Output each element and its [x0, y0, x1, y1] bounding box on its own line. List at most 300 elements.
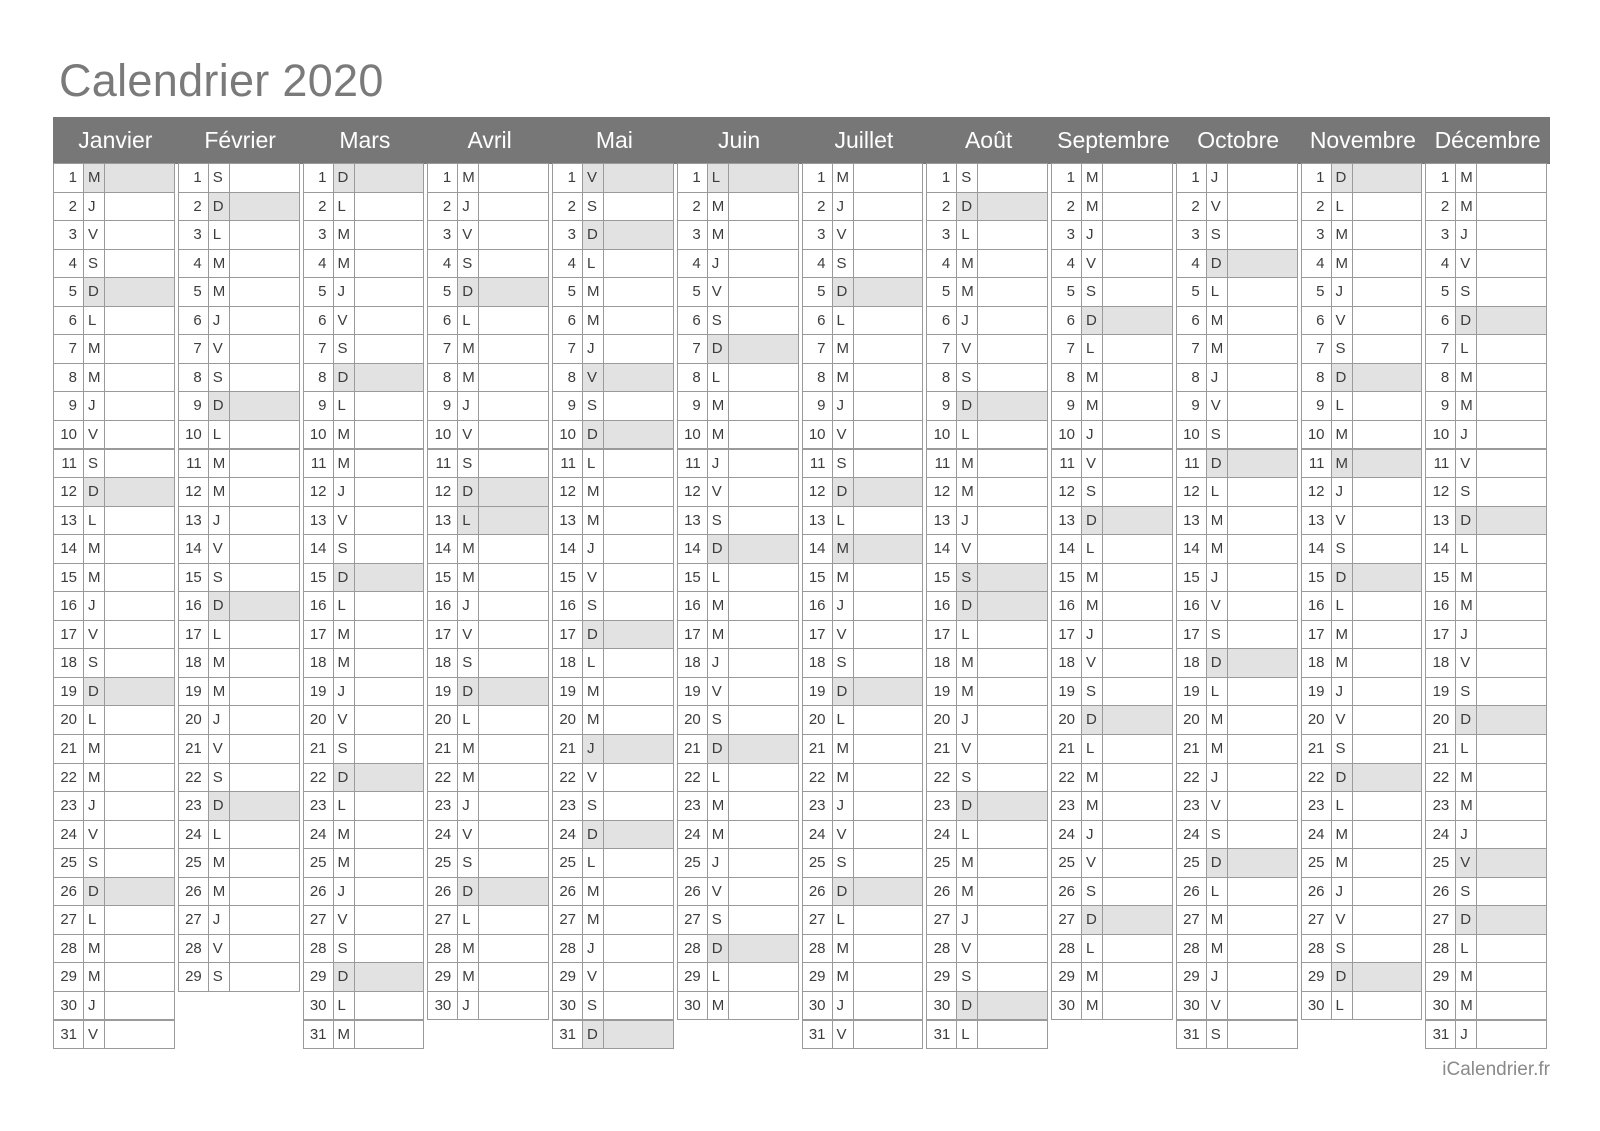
weekday-letter: V — [208, 734, 230, 764]
weekday-letter: M — [956, 677, 978, 707]
day-number: 12 — [1301, 477, 1332, 507]
day-number: 8 — [802, 363, 833, 393]
day-number: 31 — [303, 1020, 334, 1050]
day-number: 19 — [677, 677, 708, 707]
day-note-cell — [1227, 334, 1298, 364]
day-note-cell — [104, 563, 175, 593]
day-note-cell — [354, 477, 425, 507]
day-number: 19 — [1301, 677, 1332, 707]
day-note-cell — [853, 620, 924, 650]
weekday-letter: M — [1081, 962, 1103, 992]
day-note-cell — [977, 677, 1048, 707]
day-note-cell — [229, 449, 300, 479]
weekday-letter: S — [83, 848, 105, 878]
day-number: 21 — [1051, 734, 1082, 764]
day-note-cell — [853, 220, 924, 250]
day-number: 11 — [802, 449, 833, 479]
day-number: 21 — [802, 734, 833, 764]
day-number: 12 — [1051, 477, 1082, 507]
day-note-cell — [603, 820, 674, 850]
weekday-letter: S — [1455, 477, 1477, 507]
day-note-cell — [728, 477, 799, 507]
weekday-letter: M — [1331, 249, 1353, 279]
day-note-cell — [977, 249, 1048, 279]
day-number: 26 — [1176, 877, 1207, 907]
weekday-letter: J — [1206, 363, 1228, 393]
day-number: 14 — [427, 534, 458, 564]
weekday-letter: V — [333, 506, 355, 536]
day-number: 22 — [552, 763, 583, 793]
day-note-cell — [354, 848, 425, 878]
day-note-cell — [478, 506, 549, 536]
day-number: 18 — [552, 648, 583, 678]
day-note-cell — [728, 820, 799, 850]
day-note-cell — [478, 477, 549, 507]
day-note-cell — [603, 534, 674, 564]
day-note-cell — [977, 763, 1048, 793]
day-note-cell — [977, 192, 1048, 222]
day-note-cell — [229, 934, 300, 964]
weekday-letter: J — [832, 991, 854, 1021]
day-note-cell — [1102, 677, 1173, 707]
day-note-cell — [853, 991, 924, 1021]
day-number: 4 — [1176, 249, 1207, 279]
day-number: 13 — [926, 506, 957, 536]
month-name: Octobre — [1197, 127, 1280, 153]
weekday-letter: S — [1455, 877, 1477, 907]
day-number: 9 — [1425, 391, 1456, 421]
day-note-cell — [603, 363, 674, 393]
day-note-cell — [1352, 220, 1423, 250]
day-note-cell — [1102, 705, 1173, 735]
day-number: 19 — [552, 677, 583, 707]
day-note-cell — [1102, 306, 1173, 336]
weekday-letter: S — [832, 648, 854, 678]
day-note-cell — [478, 677, 549, 707]
weekday-letter: S — [208, 962, 230, 992]
day-note-cell — [728, 905, 799, 935]
weekday-letter: D — [1331, 363, 1353, 393]
weekday-letter: S — [208, 163, 230, 193]
weekday-letter: M — [457, 563, 479, 593]
day-number: 19 — [303, 677, 334, 707]
day-number: 2 — [552, 192, 583, 222]
weekday-letter: V — [1331, 705, 1353, 735]
weekday-letter: M — [707, 420, 729, 450]
day-note-cell — [603, 763, 674, 793]
day-number: 15 — [53, 563, 84, 593]
day-note-cell — [1476, 363, 1547, 393]
day-note-cell — [1102, 820, 1173, 850]
day-number: 17 — [677, 620, 708, 650]
day-number: 4 — [1425, 249, 1456, 279]
weekday-letter: D — [333, 563, 355, 593]
weekday-letter: V — [582, 763, 604, 793]
weekday-letter: V — [1206, 591, 1228, 621]
day-number: 2 — [303, 192, 334, 222]
day-note-cell — [1476, 220, 1547, 250]
day-number: 7 — [1176, 334, 1207, 364]
weekday-letter: V — [1455, 848, 1477, 878]
weekday-letter: V — [208, 334, 230, 364]
day-note-cell — [977, 220, 1048, 250]
weekday-letter: M — [582, 677, 604, 707]
weekday-letter: M — [1081, 991, 1103, 1021]
day-number: 27 — [926, 905, 957, 935]
day-note-cell — [478, 420, 549, 450]
weekday-letter: M — [1331, 848, 1353, 878]
day-number: 6 — [1176, 306, 1207, 336]
day-number: 16 — [802, 591, 833, 621]
day-note-cell — [104, 420, 175, 450]
weekday-letter: L — [707, 962, 729, 992]
day-note-cell — [104, 791, 175, 821]
day-note-cell — [354, 677, 425, 707]
weekday-letter: D — [707, 734, 729, 764]
day-number: 30 — [1176, 991, 1207, 1021]
weekday-letter: V — [1455, 249, 1477, 279]
day-number: 10 — [427, 420, 458, 450]
day-number: 25 — [1051, 848, 1082, 878]
day-note-cell — [728, 420, 799, 450]
day-note-cell — [1102, 220, 1173, 250]
weekday-letter: L — [333, 991, 355, 1021]
day-note-cell — [354, 506, 425, 536]
day-note-cell — [104, 648, 175, 678]
weekday-letter: J — [1331, 277, 1353, 307]
day-note-cell — [478, 848, 549, 878]
weekday-letter: V — [832, 420, 854, 450]
day-number: 5 — [677, 277, 708, 307]
day-note-cell — [853, 734, 924, 764]
weekday-letter: V — [1331, 506, 1353, 536]
weekday-letter: J — [956, 905, 978, 935]
day-note-cell — [1352, 877, 1423, 907]
day-number: 15 — [926, 563, 957, 593]
day-number: 25 — [427, 848, 458, 878]
weekday-letter: J — [333, 477, 355, 507]
weekday-letter: M — [1206, 306, 1228, 336]
day-note-cell — [354, 420, 425, 450]
weekday-letter: M — [582, 905, 604, 935]
weekday-letter: J — [333, 677, 355, 707]
weekday-letter: M — [208, 648, 230, 678]
day-note-cell — [603, 334, 674, 364]
day-note-cell — [354, 591, 425, 621]
weekday-letter: S — [582, 791, 604, 821]
weekday-letter: M — [832, 163, 854, 193]
day-number: 16 — [677, 591, 708, 621]
weekday-letter: V — [333, 905, 355, 935]
weekday-letter: L — [1455, 534, 1477, 564]
day-note-cell — [1227, 820, 1298, 850]
day-note-cell — [1476, 449, 1547, 479]
day-note-cell — [1227, 648, 1298, 678]
day-number: 13 — [303, 506, 334, 536]
weekday-letter: S — [1206, 620, 1228, 650]
weekday-letter: M — [333, 249, 355, 279]
day-number: 17 — [178, 620, 209, 650]
day-number: 25 — [303, 848, 334, 878]
weekday-letter: D — [1081, 705, 1103, 735]
day-number: 6 — [427, 306, 458, 336]
day-number: 29 — [1301, 962, 1332, 992]
day-number: 19 — [802, 677, 833, 707]
day-number: 29 — [802, 962, 833, 992]
weekday-letter: D — [582, 220, 604, 250]
weekday-letter: S — [1455, 677, 1477, 707]
day-note-cell — [104, 763, 175, 793]
day-note-cell — [977, 277, 1048, 307]
weekday-letter: V — [1206, 991, 1228, 1021]
weekday-letter: J — [333, 277, 355, 307]
day-note-cell — [977, 391, 1048, 421]
weekday-letter: V — [1206, 192, 1228, 222]
day-number: 29 — [552, 962, 583, 992]
weekday-letter: L — [333, 591, 355, 621]
day-note-cell — [354, 763, 425, 793]
weekday-letter: D — [457, 277, 479, 307]
day-number: 26 — [926, 877, 957, 907]
weekday-letter: M — [83, 163, 105, 193]
weekday-letter: S — [208, 763, 230, 793]
day-note-cell — [1352, 763, 1423, 793]
weekday-letter: M — [1331, 820, 1353, 850]
day-note-cell — [1102, 249, 1173, 279]
weekday-letter: J — [83, 591, 105, 621]
weekday-letter: L — [208, 220, 230, 250]
day-number: 11 — [1301, 449, 1332, 479]
day-number: 1 — [1051, 163, 1082, 193]
weekday-letter: M — [956, 477, 978, 507]
day-number: 15 — [677, 563, 708, 593]
day-number: 10 — [802, 420, 833, 450]
day-number: 6 — [802, 306, 833, 336]
day-note-cell — [1102, 506, 1173, 536]
day-number: 18 — [303, 648, 334, 678]
day-number: 3 — [427, 220, 458, 250]
day-number: 27 — [1051, 905, 1082, 935]
day-number: 10 — [1051, 420, 1082, 450]
weekday-letter: M — [1455, 991, 1477, 1021]
day-number: 16 — [1425, 591, 1456, 621]
weekday-letter: S — [1331, 734, 1353, 764]
day-number: 13 — [427, 506, 458, 536]
weekday-letter: L — [707, 763, 729, 793]
day-number: 6 — [1425, 306, 1456, 336]
weekday-letter: V — [707, 677, 729, 707]
day-note-cell — [1102, 962, 1173, 992]
day-note-cell — [603, 477, 674, 507]
day-note-cell — [104, 991, 175, 1021]
day-note-cell — [853, 449, 924, 479]
day-note-cell — [1476, 249, 1547, 279]
day-note-cell — [229, 391, 300, 421]
day-note-cell — [977, 306, 1048, 336]
weekday-letter: M — [457, 734, 479, 764]
weekday-letter: J — [582, 934, 604, 964]
weekday-letter: S — [1081, 877, 1103, 907]
day-number: 5 — [178, 277, 209, 307]
weekday-letter: D — [956, 192, 978, 222]
day-number: 18 — [1051, 648, 1082, 678]
weekday-letter: V — [832, 820, 854, 850]
day-number: 18 — [1301, 648, 1332, 678]
day-number: 24 — [303, 820, 334, 850]
day-note-cell — [104, 677, 175, 707]
day-number: 11 — [1176, 449, 1207, 479]
day-number: 17 — [1176, 620, 1207, 650]
weekday-letter: M — [1206, 534, 1228, 564]
day-number: 21 — [53, 734, 84, 764]
day-number: 26 — [1051, 877, 1082, 907]
weekday-letter: S — [707, 306, 729, 336]
day-number: 20 — [1176, 705, 1207, 735]
day-note-cell — [229, 905, 300, 935]
weekday-letter: D — [208, 391, 230, 421]
weekday-letter: L — [582, 249, 604, 279]
day-note-cell — [977, 420, 1048, 450]
month-name: Août — [964, 127, 1013, 153]
day-number: 4 — [1051, 249, 1082, 279]
weekday-letter: M — [1331, 620, 1353, 650]
weekday-letter: V — [707, 277, 729, 307]
weekday-letter: J — [582, 734, 604, 764]
weekday-letter: M — [832, 563, 854, 593]
weekday-letter: M — [333, 848, 355, 878]
day-number: 3 — [926, 220, 957, 250]
day-number: 14 — [552, 534, 583, 564]
day-number: 3 — [552, 220, 583, 250]
day-number: 29 — [427, 962, 458, 992]
day-note-cell — [1476, 791, 1547, 821]
day-number: 24 — [926, 820, 957, 850]
day-note-cell — [853, 791, 924, 821]
day-note-cell — [1476, 306, 1547, 336]
weekday-letter: J — [83, 791, 105, 821]
day-note-cell — [728, 591, 799, 621]
day-note-cell — [354, 991, 425, 1021]
weekday-letter: M — [83, 534, 105, 564]
day-number: 9 — [427, 391, 458, 421]
day-note-cell — [478, 620, 549, 650]
weekday-letter: M — [208, 249, 230, 279]
weekday-letter: M — [582, 477, 604, 507]
weekday-letter: M — [83, 763, 105, 793]
day-number: 15 — [552, 563, 583, 593]
day-note-cell — [1227, 677, 1298, 707]
weekday-letter: M — [1206, 334, 1228, 364]
day-number: 15 — [1301, 563, 1332, 593]
day-note-cell — [1352, 163, 1423, 193]
weekday-letter: J — [457, 591, 479, 621]
weekday-letter: M — [1081, 763, 1103, 793]
weekday-letter: D — [1331, 163, 1353, 193]
day-number: 25 — [802, 848, 833, 878]
day-number: 27 — [552, 905, 583, 935]
day-note-cell — [354, 791, 425, 821]
day-number: 22 — [1176, 763, 1207, 793]
day-number: 10 — [53, 420, 84, 450]
day-number: 18 — [802, 648, 833, 678]
day-number: 13 — [1176, 506, 1207, 536]
day-number: 5 — [53, 277, 84, 307]
day-note-cell — [853, 420, 924, 450]
day-number: 14 — [677, 534, 708, 564]
weekday-letter: V — [832, 220, 854, 250]
day-note-cell — [728, 563, 799, 593]
weekday-letter: M — [1081, 363, 1103, 393]
day-note-cell — [354, 962, 425, 992]
day-number: 26 — [427, 877, 458, 907]
day-note-cell — [478, 449, 549, 479]
day-note-cell — [478, 820, 549, 850]
weekday-letter: D — [457, 477, 479, 507]
weekday-letter: D — [1455, 905, 1477, 935]
day-note-cell — [478, 277, 549, 307]
day-note-cell — [1227, 991, 1298, 1021]
weekday-letter: M — [956, 877, 978, 907]
day-note-cell — [977, 163, 1048, 193]
day-number: 30 — [926, 991, 957, 1021]
day-note-cell — [1476, 705, 1547, 735]
day-number: 16 — [552, 591, 583, 621]
weekday-letter: V — [1455, 648, 1477, 678]
day-note-cell — [728, 249, 799, 279]
weekday-letter: M — [457, 934, 479, 964]
day-number: 20 — [802, 705, 833, 735]
day-note-cell — [1476, 534, 1547, 564]
weekday-letter: M — [582, 306, 604, 336]
day-note-cell — [728, 791, 799, 821]
day-note-cell — [1476, 591, 1547, 621]
day-number: 17 — [802, 620, 833, 650]
day-number: 15 — [427, 563, 458, 593]
day-number: 6 — [1051, 306, 1082, 336]
day-note-cell — [853, 192, 924, 222]
day-note-cell — [853, 905, 924, 935]
day-note-cell — [1227, 705, 1298, 735]
day-number: 6 — [303, 306, 334, 336]
weekday-letter: J — [83, 391, 105, 421]
weekday-letter: M — [1206, 705, 1228, 735]
day-note-cell — [354, 391, 425, 421]
day-number: 8 — [53, 363, 84, 393]
day-number: 7 — [677, 334, 708, 364]
day-note-cell — [229, 677, 300, 707]
day-note-cell — [1476, 763, 1547, 793]
day-number: 22 — [677, 763, 708, 793]
day-note-cell — [1227, 363, 1298, 393]
weekday-letter: L — [1331, 591, 1353, 621]
weekday-letter: S — [832, 249, 854, 279]
day-number: 17 — [303, 620, 334, 650]
weekday-letter: L — [333, 192, 355, 222]
weekday-letter: L — [956, 820, 978, 850]
day-note-cell — [1476, 848, 1547, 878]
day-note-cell — [354, 220, 425, 250]
weekday-letter: S — [457, 449, 479, 479]
day-note-cell — [1476, 820, 1547, 850]
day-note-cell — [1476, 563, 1547, 593]
day-number: 15 — [178, 563, 209, 593]
day-note-cell — [1352, 820, 1423, 850]
day-number: 16 — [1301, 591, 1332, 621]
day-note-cell — [229, 306, 300, 336]
day-number: 26 — [1425, 877, 1456, 907]
day-number: 8 — [552, 363, 583, 393]
day-number: 9 — [802, 391, 833, 421]
